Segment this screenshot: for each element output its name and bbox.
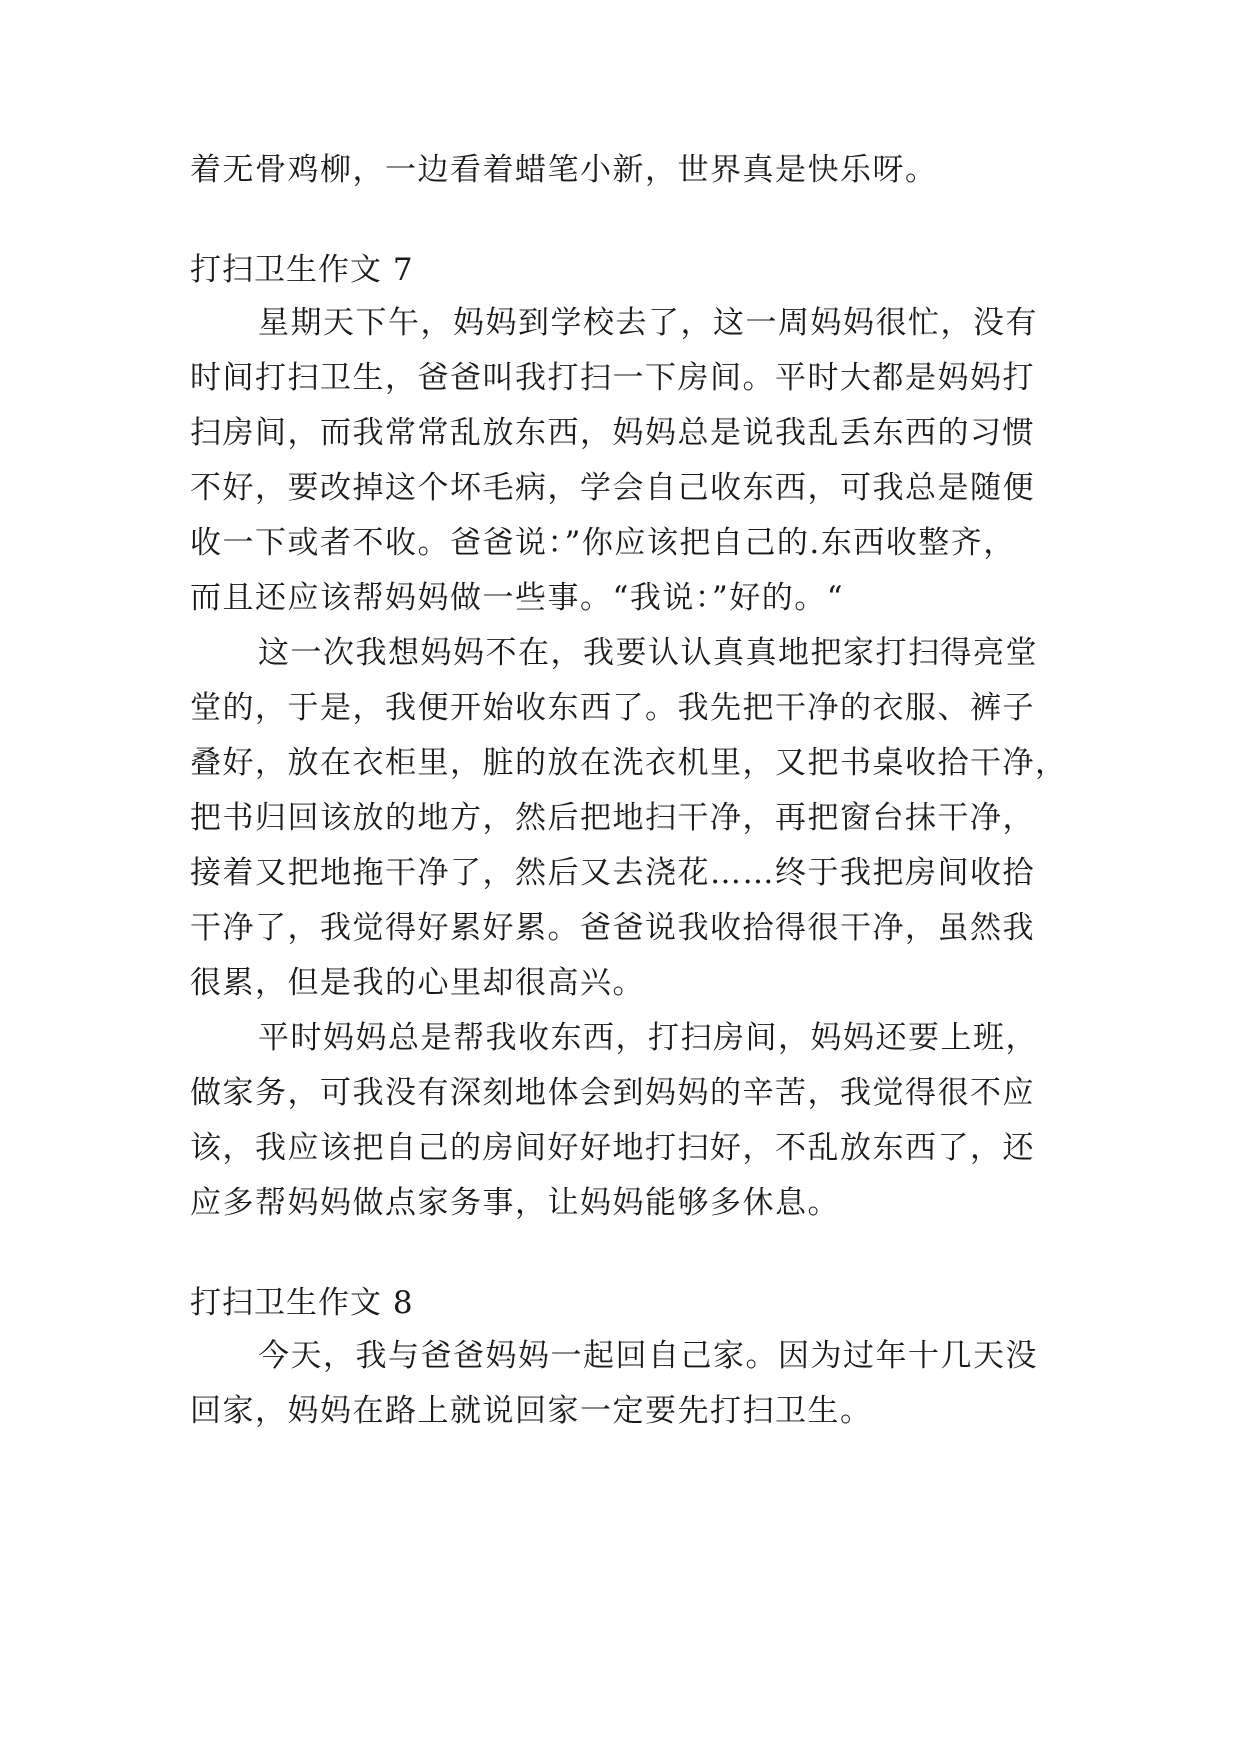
text-line: 平时妈妈总是帮我收东西，打扫房间，妈妈还要上班，	[258, 1020, 1038, 1056]
text-line: 扫房间，而我常常乱放东西，妈妈总是说我乱丢东西的习惯	[190, 415, 1035, 451]
text-line: 叠好，放在衣柜里，脏的放在洗衣机里，又把书桌收拾干净，	[190, 745, 1068, 781]
text-line: 时间打扫卫生，爸爸叫我打扫一下房间。平时大都是妈妈打	[190, 360, 1035, 396]
text-line: 星期天下午，妈妈到学校去了，这一周妈妈很忙，没有	[258, 305, 1038, 341]
text-line: 而且还应该帮妈妈做一些事。“我说：”好的。“	[190, 580, 845, 616]
section-heading-7: 打扫卫生作文 7	[190, 252, 414, 288]
text-line: 把书归回该放的地方，然后把地扫干净，再把窗台抹干净，	[190, 800, 1035, 836]
text-line: 干净了，我觉得好累好累。爸爸说我收拾得很干净，虽然我	[190, 910, 1035, 946]
text-line: 这一次我想妈妈不在，我要认认真真地把家打扫得亮堂	[258, 635, 1038, 671]
text-line: 回家，妈妈在路上就说回家一定要先打扫卫生。	[190, 1393, 873, 1429]
text-line: 应多帮妈妈做点家务事，让妈妈能够多休息。	[190, 1185, 840, 1221]
text-line: 很累，但是我的心里却很高兴。	[190, 965, 645, 1001]
text-line: 今天，我与爸爸妈妈一起回自己家。因为过年十几天没	[258, 1338, 1038, 1374]
text-line: 堂的，于是，我便开始收东西了。我先把干净的衣服、裤子	[190, 690, 1035, 726]
text-line: 该，我应该把自己的房间好好地打扫好，不乱放东西了，还	[190, 1130, 1035, 1166]
text-line: 收一下或者不收。爸爸说：”你应该把自己的.东西收整齐，	[190, 525, 1016, 561]
section-heading-8: 打扫卫生作文 8	[190, 1285, 414, 1321]
text-line: 着无骨鸡柳，一边看着蜡笔小新，世界真是快乐呀。	[190, 152, 938, 188]
text-line: 做家务，可我没有深刻地体会到妈妈的辛苦，我觉得很不应	[190, 1075, 1035, 1111]
text-line: 不好，要改掉这个坏毛病，学会自己收东西，可我总是随便	[190, 470, 1035, 506]
text-line: 接着又把地拖干净了，然后又去浇花……终于我把房间收拾	[190, 855, 1035, 891]
